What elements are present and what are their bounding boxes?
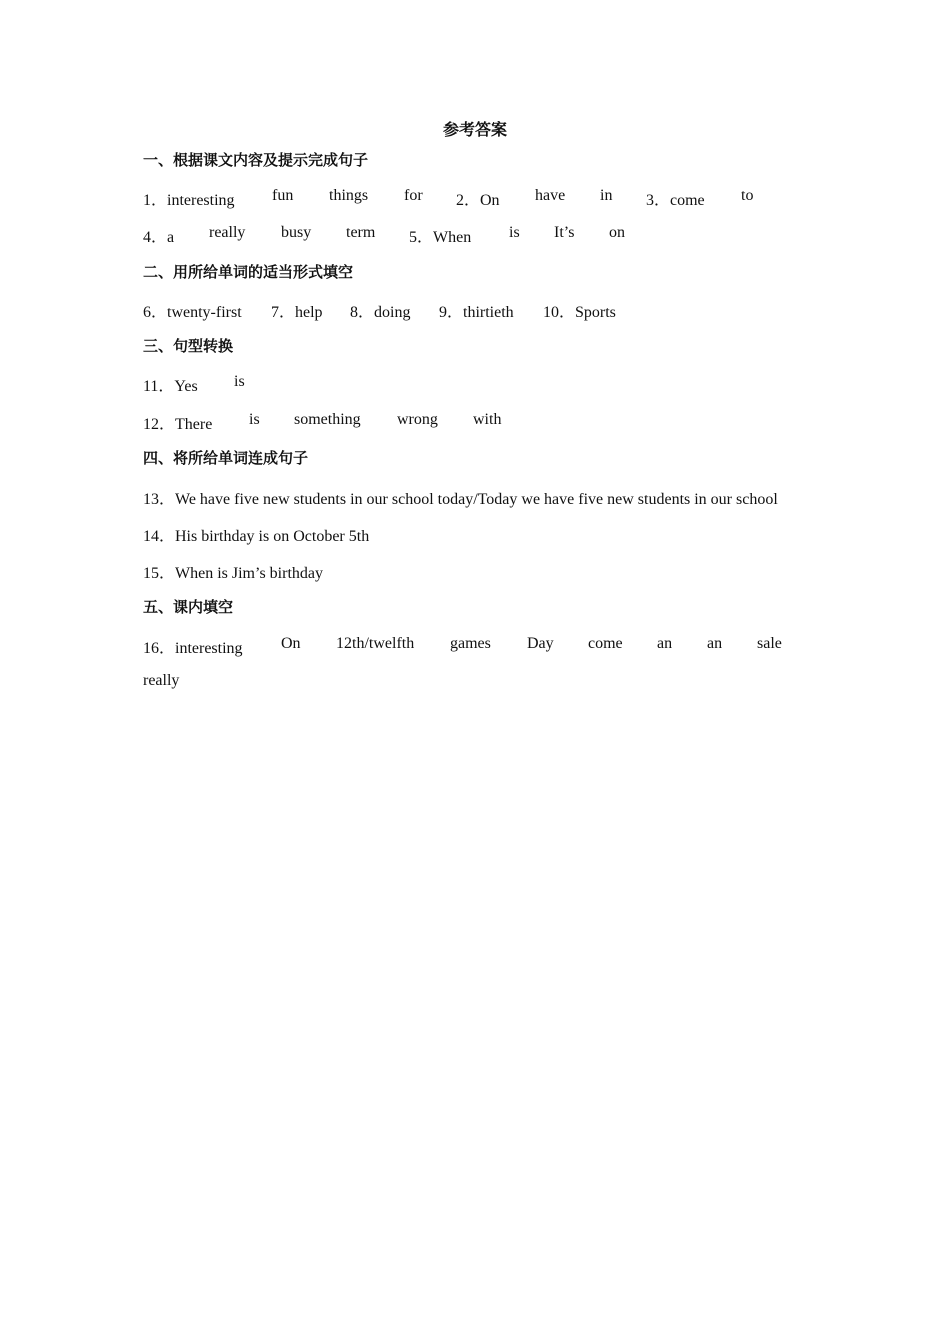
answer-word: is bbox=[509, 224, 520, 241]
answer-line-7: 14．His birthday is on October 5th bbox=[143, 528, 370, 545]
answer-word: Day bbox=[527, 635, 554, 652]
answer-word: on bbox=[609, 224, 625, 241]
answer-word: 9．thirtieth bbox=[439, 304, 514, 321]
answer-word: 10．Sports bbox=[543, 304, 616, 321]
answer-word: sale bbox=[757, 635, 782, 652]
answer-word: 16．interesting bbox=[143, 640, 243, 657]
page-title: 参考答案 bbox=[442, 120, 507, 139]
section-1-heading: 一、根据课文内容及提示完成句子 bbox=[143, 151, 369, 169]
answer-word: fun bbox=[272, 187, 294, 204]
answer-word: really bbox=[209, 224, 246, 241]
answer-word: 2．On bbox=[456, 192, 500, 209]
answer-word: 12．There bbox=[143, 416, 213, 433]
answer-word: 7．help bbox=[271, 304, 323, 321]
answer-word: to bbox=[741, 187, 754, 204]
section-5-heading: 五、课内填空 bbox=[143, 598, 234, 616]
answer-word: for bbox=[404, 187, 423, 204]
answer-word: 8．doing bbox=[350, 304, 411, 321]
answer-word: 5．When bbox=[409, 229, 472, 246]
answer-word: with bbox=[473, 411, 502, 428]
answer-word: is bbox=[234, 373, 245, 390]
answer-line-8: 15．When is Jim’s birthday bbox=[143, 565, 323, 582]
answer-word: have bbox=[535, 187, 566, 204]
answer-word: in bbox=[600, 187, 613, 204]
answer-word: come bbox=[588, 635, 623, 652]
answer-word: things bbox=[329, 187, 369, 204]
answer-word: On bbox=[281, 635, 301, 652]
answer-word: games bbox=[450, 635, 491, 652]
answer-word: something bbox=[294, 411, 361, 428]
answer-word: 1．interesting bbox=[143, 192, 235, 209]
answer-word: an bbox=[707, 635, 723, 652]
answer-word: term bbox=[346, 224, 376, 241]
answer-word: 6．twenty-first bbox=[143, 304, 242, 321]
answer-word: It’s bbox=[554, 224, 575, 241]
answer-word: an bbox=[657, 635, 673, 652]
answer-word: is bbox=[249, 411, 260, 428]
answer-word: 4．a bbox=[143, 229, 175, 246]
answer-line-10: really bbox=[143, 672, 180, 689]
answer-word: 12th/twelfth bbox=[336, 635, 415, 652]
answer-word: wrong bbox=[397, 411, 438, 428]
section-4-heading: 四、将所给单词连成句子 bbox=[143, 449, 309, 467]
answer-word: 3．come bbox=[646, 192, 705, 209]
answer-line-6: 13．We have five new students in our school today/Today we have five new students in our school bbox=[143, 491, 778, 508]
section-2-heading: 二、用所给单词的适当形式填空 bbox=[143, 263, 354, 281]
section-3-heading: 三、句型转换 bbox=[143, 337, 234, 355]
answer-word: busy bbox=[281, 224, 312, 241]
answer-word: 11．Yes bbox=[143, 378, 198, 395]
